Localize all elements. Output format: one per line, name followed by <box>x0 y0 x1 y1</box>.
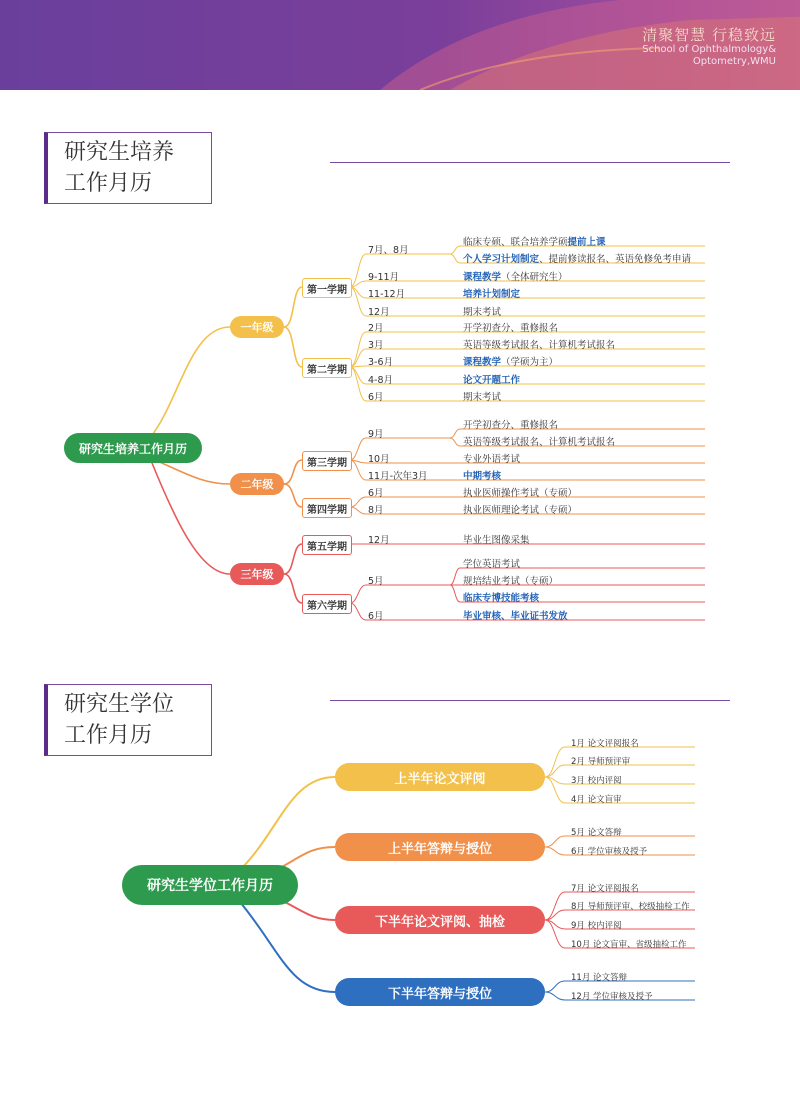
schedule-item: 3月 校内评阅 <box>571 776 622 786</box>
month-label: 2月 <box>368 323 384 334</box>
month-label: 6月 <box>368 488 384 499</box>
semester2-box: 第二学期 <box>302 358 352 378</box>
task-label: 毕业生图像采集 <box>463 535 530 546</box>
task-label: 临床专硕、联合培养学硕提前上课 <box>463 237 606 248</box>
task-label: 毕业审核、毕业证书发放 <box>463 611 568 622</box>
semester3-box: 第三学期 <box>302 451 352 471</box>
branch-second-half-defense: 下半年答辩与授位 <box>335 978 545 1006</box>
branch-second-half-review: 下半年论文评阅、抽检 <box>335 906 545 934</box>
month-label: 7月、8月 <box>368 245 409 256</box>
schedule-item: 5月 论文答辩 <box>571 828 622 838</box>
schedule-item: 6月 学位审核及授予 <box>571 847 648 857</box>
slogan-text: 清聚智慧 行稳致远 <box>642 26 776 44</box>
month-label: 9月 <box>368 429 384 440</box>
task-label: 执业医师理论考试（专硕） <box>463 505 578 516</box>
semester5-box: 第五学期 <box>302 535 352 555</box>
task-label: 课程教学（学硕为主） <box>463 357 559 368</box>
task-label: 英语等级考试报名、计算机考试报名 <box>463 437 616 448</box>
task-label: 开学初查分、重修报名 <box>463 323 559 334</box>
task-label: 期末考试 <box>463 307 502 318</box>
section2-title-line1: 研究生学位 <box>64 692 175 717</box>
month-label: 8月 <box>368 505 384 516</box>
grade3-node: 三年级 <box>230 563 284 585</box>
school-line-1: School of Ophthalmology& <box>642 44 776 55</box>
month-label: 3月 <box>368 340 384 351</box>
task-label: 开学初查分、重修报名 <box>463 420 559 431</box>
month-label: 5月 <box>368 576 384 587</box>
task-label: 培养计划制定 <box>463 289 521 300</box>
schedule-item: 4月 论文盲审 <box>571 795 622 805</box>
section1-title-line1: 研究生培养 <box>64 140 175 165</box>
section1-root-node: 研究生培养工作月历 <box>64 433 202 463</box>
task-label: 论文开题工作 <box>463 375 521 386</box>
task-label: 中期考核 <box>463 471 502 482</box>
task-label: 临床专博技能考核 <box>463 593 540 604</box>
section2-title-line2: 工作月历 <box>64 723 153 748</box>
task-label: 英语等级考试报名、计算机考试报名 <box>463 340 616 351</box>
schedule-item: 2月 导师预评审 <box>571 757 631 767</box>
semester6-box: 第六学期 <box>302 594 352 614</box>
branch-first-half-review: 上半年论文评阅 <box>335 763 545 791</box>
grade1-node: 一年级 <box>230 316 284 338</box>
section2-root-node: 研究生学位工作月历 <box>122 865 298 905</box>
schedule-item: 7月 论文评阅报名 <box>571 884 639 894</box>
month-label: 6月 <box>368 611 384 622</box>
section1-title-line2: 工作月历 <box>64 171 153 196</box>
task-label: 学位英语考试 <box>463 559 521 570</box>
schedule-item: 1月 论文评阅报名 <box>571 739 639 749</box>
task-label: 专业外语考试 <box>463 454 521 465</box>
task-label: 个人学习计划制定、提前修读报名、英语免修免考申请 <box>463 254 692 265</box>
task-label: 执业医师操作考试（专硕） <box>463 488 578 499</box>
month-label: 6月 <box>368 392 384 403</box>
task-label: 期末考试 <box>463 392 502 403</box>
month-label: 12月 <box>368 307 390 318</box>
month-label: 4-8月 <box>368 375 394 386</box>
month-label: 12月 <box>368 535 390 546</box>
month-label: 11月-次年3月 <box>368 471 428 482</box>
branch-first-half-defense: 上半年答辩与授位 <box>335 833 545 861</box>
month-label: 10月 <box>368 454 390 465</box>
semester1-box: 第一学期 <box>302 278 352 298</box>
school-line-2: Optometry,WMU <box>692 56 776 67</box>
schedule-item: 11月 论文答辩 <box>571 973 628 983</box>
semester4-box: 第四学期 <box>302 498 352 518</box>
schedule-item: 9月 校内评阅 <box>571 921 622 931</box>
month-label: 3-6月 <box>368 357 394 368</box>
task-label: 规培结业考试（专硕） <box>463 576 559 587</box>
grade2-node: 二年级 <box>230 473 284 495</box>
month-label: 11-12月 <box>368 289 406 300</box>
schedule-item: 10月 论文盲审、省级抽检工作 <box>571 940 687 950</box>
schedule-item: 8月 导师预评审、校级抽检工作 <box>571 902 690 912</box>
month-label: 9-11月 <box>368 272 400 283</box>
task-label: 课程教学（全体研究生） <box>463 272 568 283</box>
schedule-item: 12月 学位审核及授予 <box>571 992 653 1002</box>
